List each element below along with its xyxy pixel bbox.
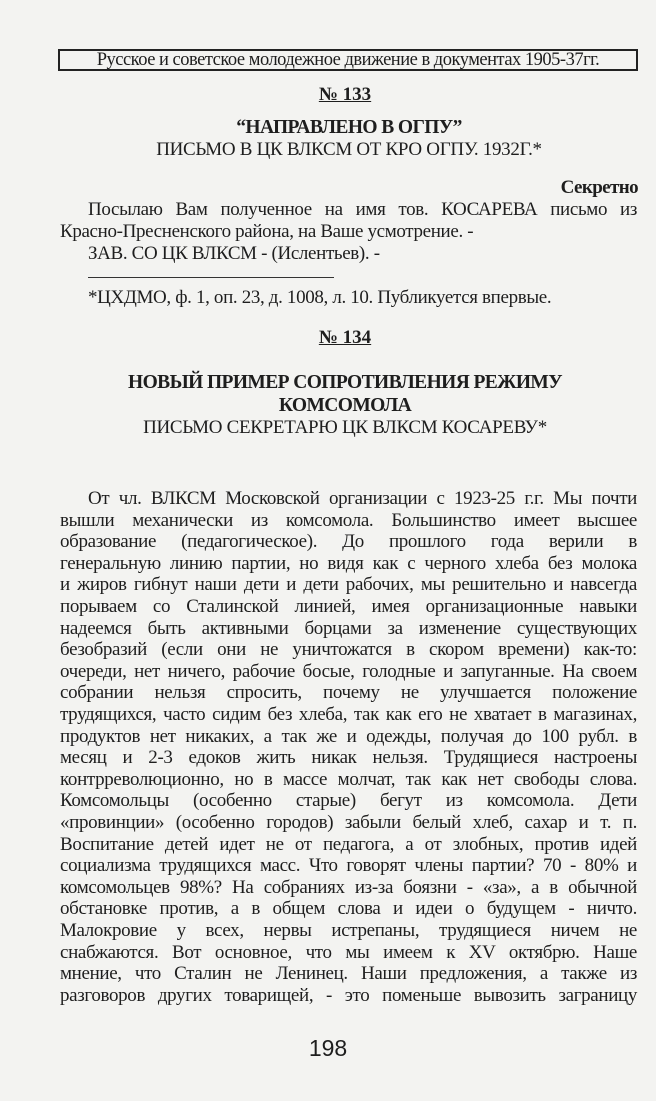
body-line: Воспитание детей идет не от педагога, а от злобных, против идей xyxy=(60,833,637,855)
document-133-line: Посылаю Вам полученное на имя тов. КОСАРЕВА письмо из xyxy=(88,199,637,220)
body-line: снабжаются. Вот основное, что мы имеем к XV октябрю. Наше xyxy=(60,941,637,963)
body-line: порываем со Сталинской линией, имея организационные навыки xyxy=(60,596,637,617)
body-line: комсомольцев 98%? На собраниях из-за боязни - «за», а в обычной xyxy=(60,876,637,898)
body-line: обстановке против, а в общем слова и идеи о будущем - ничто. xyxy=(60,898,637,920)
body-line: контрреволюционно, но в массе молчат, так как нет свободы слова. xyxy=(60,768,637,790)
body-line: месяц и 2-3 едоков жить никак нельзя. Трудящиеся настроены xyxy=(60,747,637,769)
document-134-title-line1: НОВЫЙ ПРИМЕР СОПРОТИВЛЕНИЯ РЕЖИМУ xyxy=(128,372,562,393)
body-line: «провинции» (особенно городов) забыли белый хлеб, сахар и т. п. xyxy=(60,812,637,833)
body-line: образование (педагогическое). До прошлого года верили в xyxy=(60,531,637,553)
classification-label: Секретно xyxy=(560,177,638,198)
body-line: безобразий (если они не уничтожатся в скором времени) как-то: xyxy=(60,639,637,661)
document-133-line: Красно-Пресненского района, на Ваше усмотрение. - xyxy=(60,221,474,242)
body-line: разговоров других товарищей, - это поменьше вывозить заграницу xyxy=(60,984,637,1006)
document-133-subtitle: ПИСЬМО В ЦК ВЛКСМ ОТ КРО ОГПУ. 1932Г.* xyxy=(156,139,542,160)
body-line: продуктов нет никаких, а так же и одежды, получая до 100 рубл. в xyxy=(60,725,637,747)
body-line: мнение, что Сталин не Ленинец. Наши предложения, а также из xyxy=(60,963,637,985)
body-line: генеральную линию партии, но видя как с черного хлеба без молока xyxy=(60,552,637,574)
running-header: Русское и советское молодежное движение в документах 1905-37гг. xyxy=(58,49,638,71)
document-133-line: ЗАВ. СО ЦК ВЛКСМ - (Ислентьев). - xyxy=(88,243,380,264)
document-133-number: № 133 xyxy=(318,84,372,105)
document-133-footnote: *ЦХДМО, ф. 1, оп. 23, д. 1008, л. 10. Публикуется впервые. xyxy=(88,287,552,308)
body-line: вышли механически из комсомола. Большинство имеет высшее xyxy=(60,509,637,531)
footnote-divider xyxy=(88,277,334,278)
document-134-title-line2: КОМСОМОЛА xyxy=(278,395,412,416)
body-line: собрании нельзя спросить, почему не улучшается положение xyxy=(60,682,637,704)
body-line: надеемся быть активными борцами за изменение существующих xyxy=(60,617,637,639)
body-line: очереди, нет ничего, рабочие босые, голодные и запуганные. На своем xyxy=(60,660,637,682)
page-number: 198 xyxy=(308,1035,348,1061)
body-line: трудящихся, часто сидим без хлеба, так как его не хватает в магазинах, xyxy=(60,704,637,725)
document-134-number: № 134 xyxy=(318,327,372,348)
body-line: социализма трудящихся масс. Что говорят члены партии? 70 - 80% и xyxy=(60,855,637,877)
body-line: и жиров гибнут наши дети и дети рабочих, мы решительно и навсегда xyxy=(60,574,637,596)
body-line: Малокровие у всех, нервы истрепаны, трудящиеся ничем не xyxy=(60,920,637,941)
body-line: От чл. ВЛКСМ Московской организации с 1923-25 г.г. Мы почти xyxy=(88,488,637,509)
body-line: Комсомольцы (особенно старые) бегут из комсомола. Дети xyxy=(60,790,637,812)
document-133-title: “НАПРАВЛЕНО В ОГПУ” xyxy=(236,117,462,138)
document-134-subtitle: ПИСЬМО СЕКРЕТАРЮ ЦК ВЛКСМ КОСАРЕВУ* xyxy=(143,417,547,438)
